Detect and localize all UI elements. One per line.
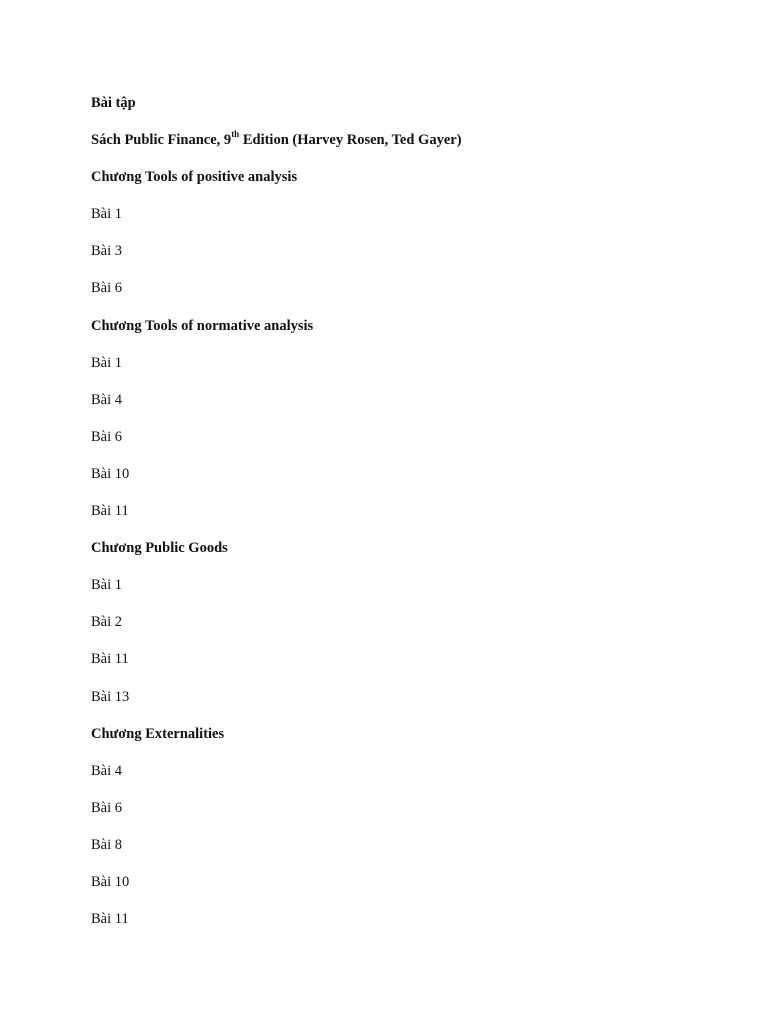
- exercise-item: Bài 11: [91, 651, 129, 668]
- exercise-item: Bài 1: [91, 354, 123, 371]
- chapter-heading: Chương Tools of positive analysis: [91, 169, 298, 186]
- document-page: [91, 91, 731, 944]
- exercise-item: Bài 1: [91, 206, 123, 223]
- chapter-heading: Chương Tools of normative analysis: [91, 317, 314, 334]
- exercise-item: Bài 3: [91, 243, 123, 260]
- exercise-item: Bài 6: [91, 428, 123, 445]
- exercise-item: Bài 2: [91, 614, 123, 631]
- book-title: Sách Public Finance, 9: [91, 132, 232, 149]
- exercise-item: Bài 1: [91, 577, 123, 594]
- chapter-heading: Chương Externalities: [91, 725, 225, 742]
- exercise-item: Bài 6: [91, 799, 123, 816]
- exercise-item: Bài 4: [91, 762, 123, 779]
- book-reference: [91, 128, 731, 165]
- exercise-item: Bài 13: [91, 688, 130, 705]
- document-title: Bài tập: [91, 95, 136, 111]
- exercise-item: Bài 6: [91, 280, 123, 297]
- exercise-item: Bài 11: [91, 503, 129, 520]
- exercise-item: Bài 10: [91, 465, 130, 482]
- exercise-item: Bài 11: [91, 911, 129, 928]
- chapter-heading: Chương Public Goods: [91, 540, 228, 557]
- edition-superscript: th: [231, 129, 240, 140]
- exercise-item: Bài 4: [91, 391, 123, 408]
- exercise-item: Bài 10: [91, 873, 130, 890]
- exercise-item: Bài 8: [91, 836, 123, 853]
- book-authors: Edition (Harvey Rosen, Ted Gayer): [239, 132, 462, 149]
